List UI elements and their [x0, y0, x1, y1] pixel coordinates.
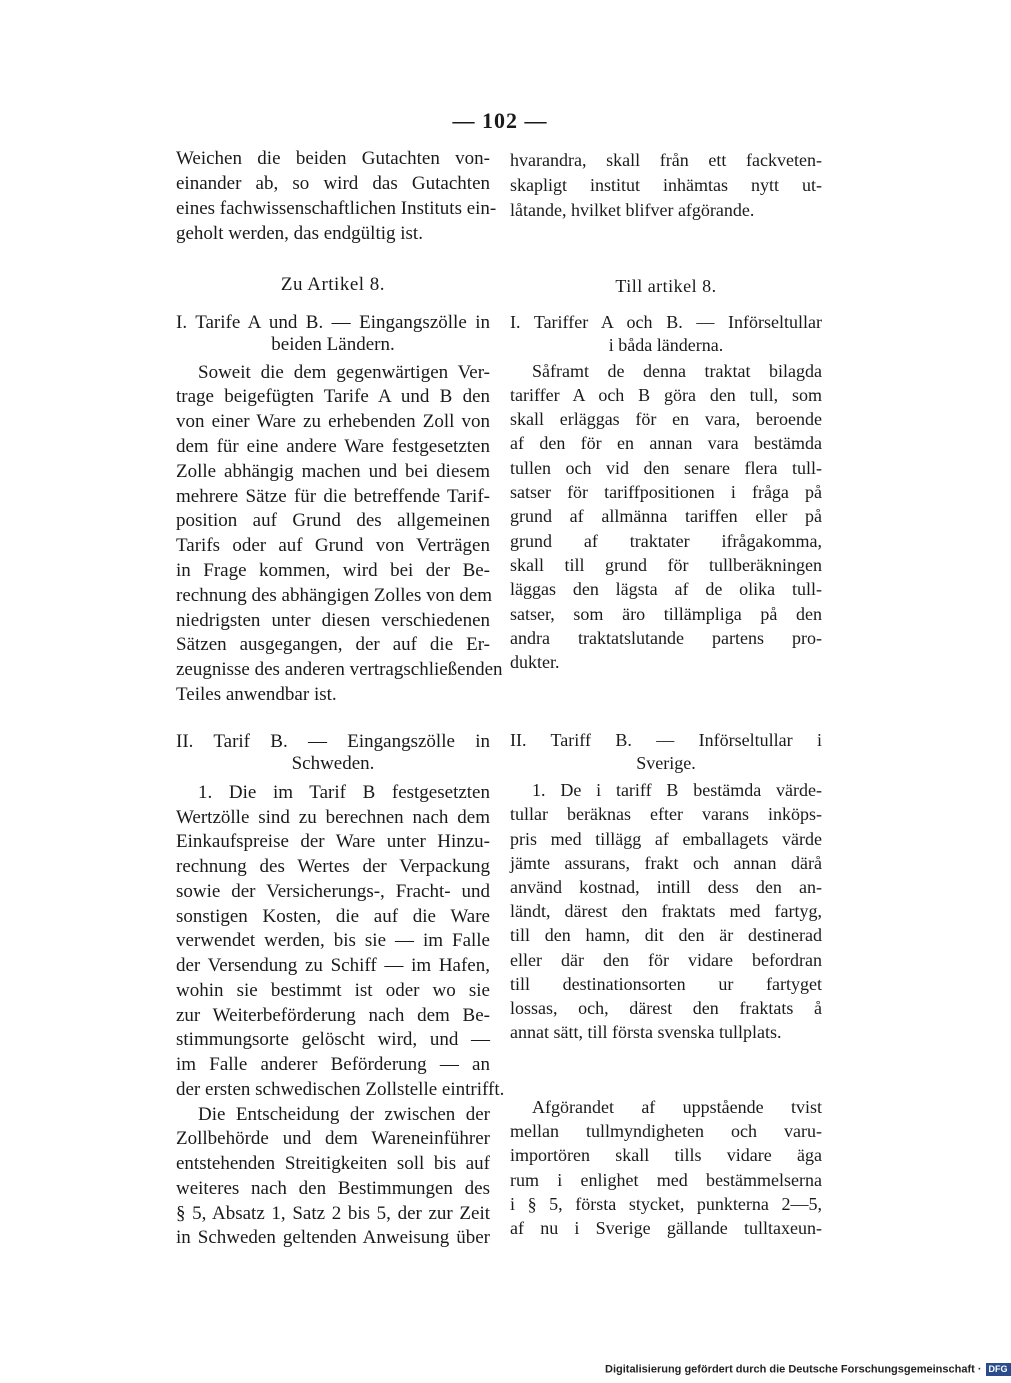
german-paragraph-line: verwendet werden, bis sie — im Falle — [176, 930, 490, 951]
german-paragraph-line: Einkaufspreise der Ware unter Hinzu- — [176, 831, 490, 852]
swedish-section-heading: I. Tariffer A och B. — Införseltullar — [510, 312, 822, 332]
swedish-section-heading: II. Tariff B. — Införseltullar i — [510, 730, 822, 750]
german-section-heading: beiden Ländern. — [271, 334, 395, 355]
german-intro-line: eines fachwissenschaftlichen Instituts ein- — [176, 198, 497, 219]
german-paragraph-line: trage beigefügten Tarife A und B den — [176, 386, 490, 407]
german-paragraph-line: sonstigen Kosten, die auf die Ware — [176, 906, 490, 927]
swedish-paragraph-line: satser, som äro tillämpliga på den — [510, 604, 822, 624]
german-paragraph-line: mehrere Sätze für die betreffende Tarif- — [176, 486, 490, 507]
swedish-paragraph-line: till den hamn, dit den är destinerad — [510, 925, 822, 945]
swedish-paragraph-line: mellan tullmyndigheten och varu- — [510, 1121, 822, 1141]
german-paragraph-line: niedrigsten unter diesen verschiedenen — [176, 610, 490, 631]
german-paragraph-line: Soweit die dem gegenwärtigen Ver- — [198, 362, 490, 383]
german-paragraph-line: von einer Ware zu erhebenden Zoll von — [176, 411, 490, 432]
german-paragraph-line: 1. Die im Tarif B festgesetzten — [198, 782, 490, 803]
swedish-paragraph-line: grund af allmänna tariffen eller på — [510, 506, 822, 526]
german-paragraph-line: entstehenden Streitigkeiten soll bis auf — [176, 1153, 490, 1174]
swedish-paragraph-line: tariffer A och B göra den tull, som — [510, 385, 822, 405]
swedish-paragraph-line: andra traktatslutande partens pro- — [510, 628, 822, 648]
swedish-paragraph-line: importören skall tills vidare äga — [510, 1145, 822, 1165]
german-paragraph-line: Zollbehörde und dem Wareneinführer — [176, 1128, 490, 1149]
swedish-paragraph-line: tullen och vid den senare flera tull- — [510, 458, 822, 478]
swedish-paragraph-line: 1. De i tariff B bestämda värde- — [532, 780, 822, 800]
german-paragraph-line: Die Entscheidung der zwischen der — [198, 1104, 490, 1125]
page-number: — 102 — — [452, 108, 548, 133]
swedish-paragraph-line: Afgörandet af uppstående tvist — [532, 1097, 822, 1117]
german-paragraph-line: Zolle abhängig machen und bei diesem — [176, 461, 490, 482]
german-paragraph-line: im Falle anderer Beförderung — an — [176, 1054, 490, 1075]
german-paragraph-line: Teiles anwendbar ist. — [176, 684, 337, 705]
german-paragraph-line: Tarifs oder auf Grund von Verträgen — [176, 535, 490, 556]
swedish-paragraph-line: Såframt de denna traktat bilagda — [532, 361, 822, 381]
german-paragraph-line: in Schweden geltenden Anweisung über — [176, 1227, 490, 1248]
swedish-paragraph-line: lossas, och, därest den fraktats å — [510, 998, 822, 1018]
german-paragraph-line: in Frage kommen, wird bei der Be- — [176, 560, 490, 581]
german-section-heading: II. Tarif B. — Eingangszölle in — [176, 731, 490, 752]
german-paragraph-line: weiteres nach den Bestimmungen des — [176, 1178, 490, 1199]
swedish-paragraph-line: jämte assurans, frakt och annan därå — [510, 853, 822, 873]
german-paragraph-line: position auf Grund des allgemeinen — [176, 510, 490, 531]
footer-text: Digitalisierung gefördert durch die Deutsche Forschungsgemeinschaft · — [605, 1363, 982, 1376]
swedish-paragraph-line: ländt, därest den fraktats med fartyg, — [510, 901, 822, 921]
german-paragraph-line: zeugnisse des anderen vertragschließenden — [176, 659, 503, 680]
swedish-paragraph-line: i § 5, första stycket, punkterna 2—5, — [510, 1194, 822, 1214]
swedish-paragraph-line: pris med tillägg af emballagets värde — [510, 829, 822, 849]
swedish-paragraph-line: använd kostnad, intill dess den an- — [510, 877, 822, 897]
swedish-paragraph-line: grund af traktater ifrågakomma, — [510, 531, 822, 551]
swedish-paragraph-line: läggas den lägsta af de olika tull- — [510, 579, 822, 599]
swedish-paragraph-line: till destinationsorten ur fartyget — [510, 974, 822, 994]
german-paragraph-line: zur Weiterbeförderung nach dem Be- — [176, 1005, 490, 1026]
german-paragraph-line: wohin sie bestimmt ist oder wo sie — [176, 980, 490, 1001]
swedish-intro-line: skapligt institut inhämtas nytt ut- — [510, 175, 822, 195]
swedish-intro-line: hvarandra, skall från ett fackveten- — [510, 150, 822, 170]
german-intro-line: geholt werden, das endgültig ist. — [176, 223, 423, 244]
swedish-paragraph-line: satser för tariffpositionen i fråga på — [510, 482, 822, 502]
german-section-heading: I. Tarife A und B. — Eingangszölle in — [176, 312, 490, 333]
swedish-section-heading: Sverige. — [636, 753, 696, 773]
german-paragraph-line: rechnung des abhängigen Zolles von dem — [176, 585, 493, 606]
german-paragraph-line: Sätzen ausgegangen, der auf die Er- — [176, 634, 490, 655]
swedish-section-heading: i båda länderna. — [608, 335, 724, 355]
german-intro-line: einander ab, so wird das Gutachten — [176, 173, 490, 194]
swedish-column — [510, 0, 822, 1290]
german-section-heading: Schweden. — [291, 753, 375, 774]
swedish-paragraph-line: tullar beräknas efter varans inköps- — [510, 804, 822, 824]
swedish-paragraph-line: skall erläggas för en vara, beroende — [510, 409, 822, 429]
swedish-paragraph-line: dukter. — [510, 652, 560, 672]
german-article-title: Zu Artikel 8. — [280, 274, 386, 295]
digitization-footer — [605, 1363, 1008, 1379]
german-paragraph-line: Wertzölle sind zu berechnen nach dem — [176, 807, 490, 828]
german-paragraph-line: dem für eine andere Ware festgesetzten — [176, 436, 490, 457]
german-paragraph-line: der ersten schwedischen Zollstelle eintrifft. — [176, 1079, 505, 1100]
swedish-article-title: Till artikel 8. — [615, 276, 717, 296]
german-paragraph-line: sowie der Versicherungs-, Fracht- und — [176, 881, 490, 902]
dfg-logo: DFG — [986, 1363, 1011, 1376]
german-paragraph-line: § 5, Absatz 1, Satz 2 bis 5, der zur Zeit — [176, 1203, 490, 1224]
swedish-paragraph-line: af nu i Sverige gällande tulltaxeun- — [510, 1218, 822, 1238]
swedish-intro-line: låtande, hvilket blifver afgörande. — [510, 200, 755, 220]
german-intro-line: Weichen die beiden Gutachten von- — [176, 148, 490, 169]
swedish-paragraph-line: annat sätt, till första svenska tullplats. — [510, 1022, 782, 1042]
swedish-paragraph-line: af den för en annan vara bestämda — [510, 433, 822, 453]
swedish-paragraph-line: skall till grund för tullberäkningen — [510, 555, 822, 575]
swedish-paragraph-line: rum i enlighet med bestämmelserna — [510, 1170, 822, 1190]
german-paragraph-line: stimmungsorte gelöscht wird, und — — [176, 1029, 490, 1050]
swedish-paragraph-line: eller där den för vidare befordran — [510, 950, 822, 970]
german-paragraph-line: der Versendung zu Schiff — im Hafen, — [176, 955, 490, 976]
german-paragraph-line: rechnung des Wertes der Verpackung — [176, 856, 490, 877]
